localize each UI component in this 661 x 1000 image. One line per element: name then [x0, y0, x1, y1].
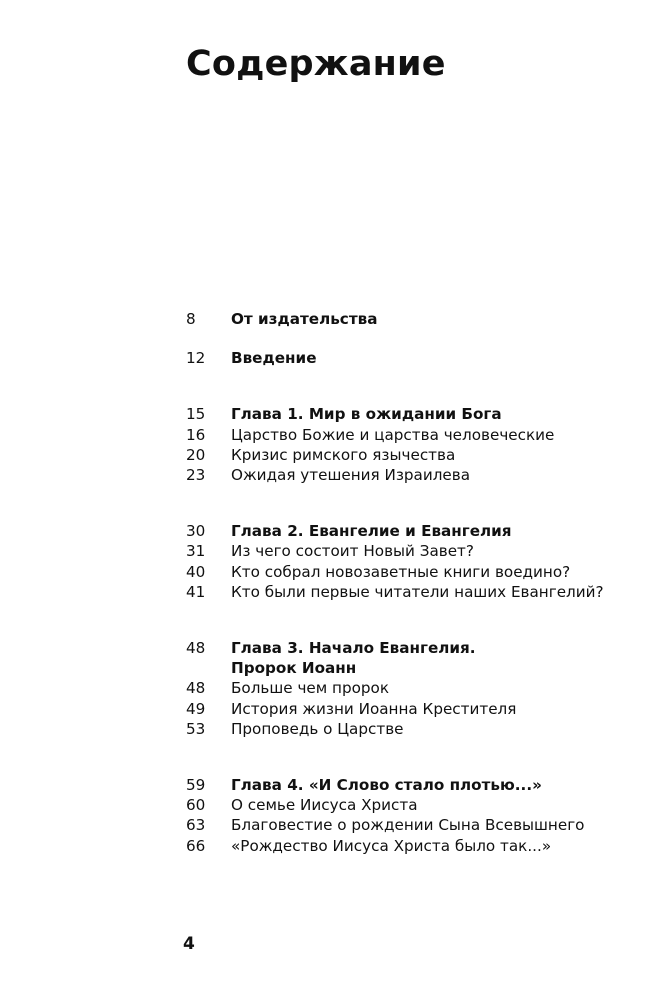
table-of-contents [186, 309, 636, 856]
toc-entry-page: 23 [186, 466, 206, 485]
toc-section [186, 404, 636, 485]
toc-entry-page: 53 [186, 719, 206, 738]
toc-section [186, 638, 636, 739]
toc-entry-page: 40 [186, 562, 206, 581]
toc-entry-page: 8 [186, 310, 196, 328]
toc-entry-label: Глава 4. «И Слово стало плотью...» [231, 776, 542, 795]
toc-entry-page: 66 [186, 836, 206, 855]
toc-entry [186, 638, 636, 658]
toc-entry [186, 795, 636, 815]
toc-entry-label: Глава 1. Мир в ожидании Бога [231, 405, 502, 424]
toc-entry-label: Глава 3. Начало Евангелия. [231, 639, 476, 658]
toc-entry [186, 445, 636, 465]
page-title: Содержание [186, 44, 446, 84]
toc-entry-page: 48 [186, 639, 206, 658]
toc-entry-label: Глава 2. Евангелие и Евангелия [231, 522, 512, 541]
toc-entry-label: Ожидая утешения Израилева [231, 466, 471, 485]
toc-entry-page: 15 [186, 405, 206, 424]
toc-section [186, 309, 636, 329]
toc-entry-label: Пророк Иоанн [231, 659, 357, 678]
toc-entry-label: «Рождество Иисуса Христа было так...» [231, 836, 552, 855]
toc-entry [186, 541, 636, 561]
page-number: 4 [183, 934, 195, 954]
toc-entry-label: Проповедь о Царстве [231, 719, 404, 738]
toc-entry-label: История жизни Иоанна Крестителя [231, 699, 517, 718]
toc-entry [186, 562, 636, 582]
toc-entry-page: 49 [186, 699, 206, 718]
toc-entry [186, 404, 636, 424]
toc-entry-label: Больше чем пророк [231, 679, 390, 698]
toc-entry-page: 41 [186, 582, 206, 601]
toc-entry [186, 309, 636, 329]
toc-entry [186, 348, 636, 368]
toc-entry-page: 63 [186, 816, 206, 835]
toc-entry-page: 59 [186, 776, 206, 795]
toc-entry-label: Благовестие о рождении Сына Всевышнего [231, 816, 585, 835]
toc-entry-page: 30 [186, 522, 206, 541]
toc-entry [186, 521, 636, 541]
toc-entry-label: От издательства [231, 310, 378, 328]
toc-entry-label: Кризис римского язычества [231, 445, 456, 464]
toc-entry-page: 48 [186, 679, 206, 698]
toc-entry-page: 12 [186, 349, 206, 368]
toc-entry-label: Из чего состоит Новый Завет? [231, 542, 474, 561]
toc-entry [186, 815, 636, 835]
toc-entry [186, 658, 636, 678]
toc-entry [186, 465, 636, 485]
toc-entry-page: 20 [186, 445, 206, 464]
toc-entry [186, 719, 636, 739]
toc-entry [186, 836, 636, 856]
toc-entry-label: Введение [231, 349, 317, 368]
toc-entry [186, 699, 636, 719]
toc-section [186, 521, 636, 602]
toc-entry [186, 678, 636, 698]
toc-entry [186, 582, 636, 602]
toc-entry [186, 425, 636, 445]
toc-entry-page: 16 [186, 425, 206, 444]
toc-entry-label: О семье Иисуса Христа [231, 796, 418, 815]
toc-section [186, 775, 636, 856]
toc-section [186, 348, 636, 368]
toc-entry-label: Кто были первые читатели наших Евангелий? [231, 582, 604, 601]
toc-entry-page: 60 [186, 796, 206, 815]
toc-entry-label: Царство Божие и царства человеческие [231, 425, 555, 444]
toc-entry-label: Кто собрал новозаветные книги воедино? [231, 562, 571, 581]
toc-entry-page: 31 [186, 542, 206, 561]
toc-entry [186, 775, 636, 795]
